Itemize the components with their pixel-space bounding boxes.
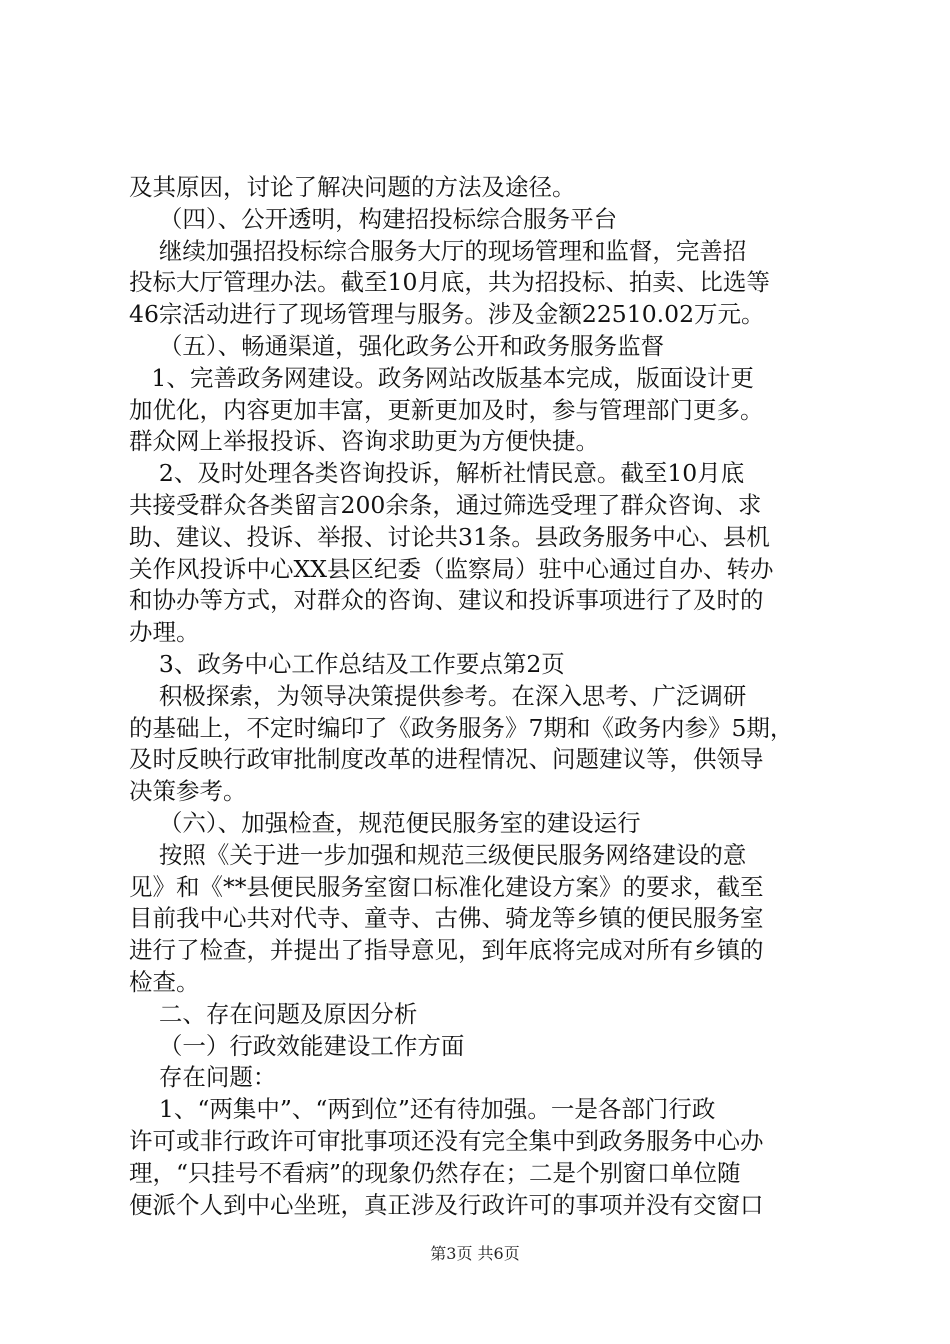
text-line: 继续加强招投标综合服务大厅的现场管理和监督，完善招 — [129, 236, 747, 265]
text-line: 3、政务中心工作总结及工作要点第2页 — [129, 649, 565, 678]
text-line: 46宗活动进行了现场管理与服务。涉及金额22510.02万元。 — [129, 300, 765, 329]
text-line: 办理。 — [129, 618, 200, 647]
text-line: 理，“只挂号不看病”的现象仍然存在；二是个别窗口单位随 — [129, 1158, 741, 1187]
text-line: 检查。 — [129, 967, 200, 996]
text-line: 和协办等方式，对群众的咨询、建议和投诉事项进行了及时的 — [129, 586, 764, 615]
text-line: 共接受群众各类留言200余条，通过筛选受理了群众咨询、求 — [129, 490, 762, 519]
text-line: 存在问题： — [129, 1063, 277, 1092]
text-line: 加优化，内容更加丰富，更新更加及时，参与管理部门更多。 — [129, 395, 764, 424]
text-line: （一）行政效能建设工作方面 — [129, 1031, 465, 1060]
text-line: 关作风投诉中心XX县区纪委（监察局）驻中心通过自办、转办 — [129, 554, 774, 583]
text-line: 二、存在问题及原因分析 — [129, 999, 418, 1028]
text-line: 进行了检查，并提出了指导意见，到年底将完成对所有乡镇的 — [129, 936, 764, 965]
text-line: 1、完善政务网建设。政务网站改版基本完成，版面设计更 — [129, 363, 754, 392]
text-line: （四）、公开透明，构建招投标综合服务平台 — [129, 204, 618, 233]
text-line: 群众网上举报投诉、咨询求助更为方便快捷。 — [129, 427, 599, 456]
page-footer: 第3页 共6页 — [430, 1244, 520, 1263]
text-line: 的基础上，不定时编印了《政务服务》7期和《政务内参》5期， — [129, 713, 794, 742]
text-line: 投标大厅管理办法。截至10月底，共为招投标、拍卖、比选等 — [129, 268, 770, 297]
text-line: 决策参考。 — [129, 777, 247, 806]
document-body — [129, 172, 832, 1221]
text-line: 2、及时处理各类咨询投诉，解析社情民意。截至10月底 — [129, 459, 745, 488]
text-line: （六）、加强检查，规范便民服务室的建设运行 — [129, 808, 641, 837]
text-line: 及时反映行政审批制度改革的进程情况、问题建议等，供领导 — [129, 745, 764, 774]
text-line: （五）、畅通渠道，强化政务公开和政务服务监督 — [129, 331, 665, 360]
text-line: 1、“两集中”、“两到位”还有待加强。一是各部门行政 — [129, 1095, 716, 1124]
text-line: 许可或非行政许可审批事项还没有完全集中到政务服务中心办 — [129, 1126, 764, 1155]
text-line: 见》和《**县便民服务室窗口标准化建设方案》的要求，截至 — [129, 872, 764, 901]
text-line: 按照《关于进一步加强和规范三级便民服务网络建设的意 — [129, 840, 747, 869]
text-line: 目前我中心共对代寺、童寺、古佛、骑龙等乡镇的便民服务室 — [129, 904, 764, 933]
text-line: 及其原因，讨论了解决问题的方法及途径。 — [129, 173, 576, 201]
text-line: 积极探索，为领导决策提供参考。在深入思考、广泛调研 — [129, 681, 747, 710]
text-line: 助、建议、投诉、举报、讨论共31条。县政务服务中心、县机 — [129, 522, 770, 551]
text-line: 便派个人到中心坐班，真正涉及行政许可的事项并没有交窗口 — [129, 1190, 764, 1219]
